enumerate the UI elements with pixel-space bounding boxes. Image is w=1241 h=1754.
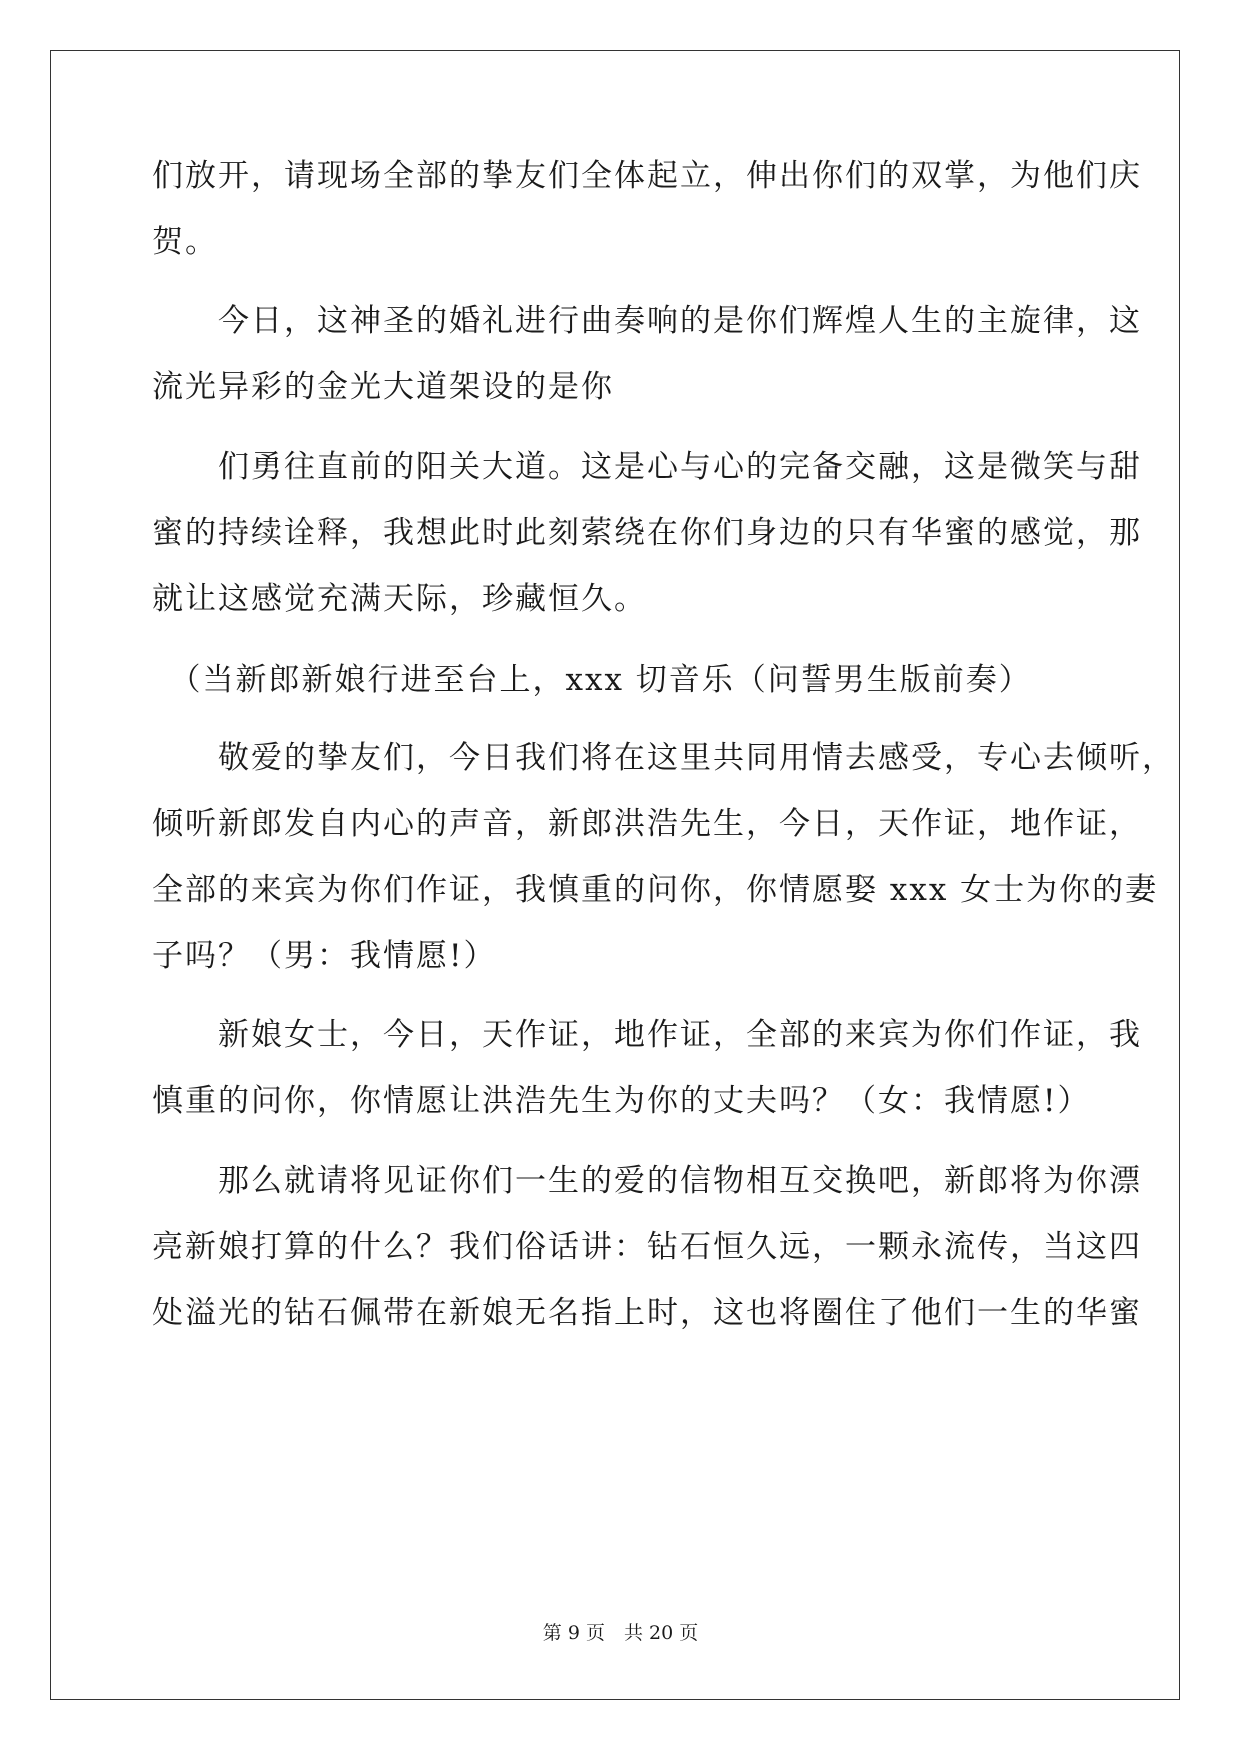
- text-line: 流光异彩的金光大道架设的是你: [152, 369, 614, 405]
- text-line: 贺。: [152, 224, 218, 260]
- text-line: 蜜的持续诠释，我想此时此刻萦绕在你们身边的只有华蜜的感觉，那: [152, 515, 1142, 551]
- text-line: 们勇往直前的阳关大道。这是心与心的完备交融，这是微笑与甜: [152, 449, 1142, 485]
- text-line: 今日，这神圣的婚礼进行曲奏响的是你们辉煌人生的主旋律，这: [152, 303, 1142, 339]
- text-line: 那么就请将见证你们一生的爱的信物相互交换吧，新郎将为你漂: [152, 1163, 1142, 1199]
- text-line: 亮新娘打算的什么？我们俗话讲：钻石恒久远，一颗永流传，当这四: [152, 1229, 1142, 1265]
- text-line: 全部的来宾为你们作证，我慎重的问你，你情愿娶 xxx 女士为你的妻: [152, 872, 1159, 908]
- text-line: （当新郎新娘行进至台上，xxx 切音乐（问誓男生版前奏）: [152, 662, 1032, 698]
- text-line: 新娘女士，今日，天作证，地作证，全部的来宾为你们作证，我: [152, 1017, 1142, 1053]
- text-line: 慎重的问你，你情愿让洪浩先生为你的丈夫吗？（女：我情愿!）: [152, 1083, 1091, 1119]
- text-line: 敬爱的挚友们，今日我们将在这里共同用情去感受，专心去倾听，: [152, 740, 1175, 776]
- text-line: 子吗？（男：我情愿!）: [152, 938, 497, 974]
- text-line: 们放开，请现场全部的挚友们全体起立，伸出你们的双掌，为他们庆: [152, 158, 1142, 194]
- text-line: 就让这感觉充满天际，珍藏恒久。: [152, 581, 647, 617]
- text-line: 处溢光的钻石佩带在新娘无名指上时，这也将圈住了他们一生的华蜜: [152, 1295, 1142, 1331]
- text-line: 倾听新郎发自内心的声音，新郎洪浩先生，今日，天作证，地作证，: [152, 806, 1142, 842]
- page-number-footer: 第 9 页 共 20 页: [542, 1622, 699, 1644]
